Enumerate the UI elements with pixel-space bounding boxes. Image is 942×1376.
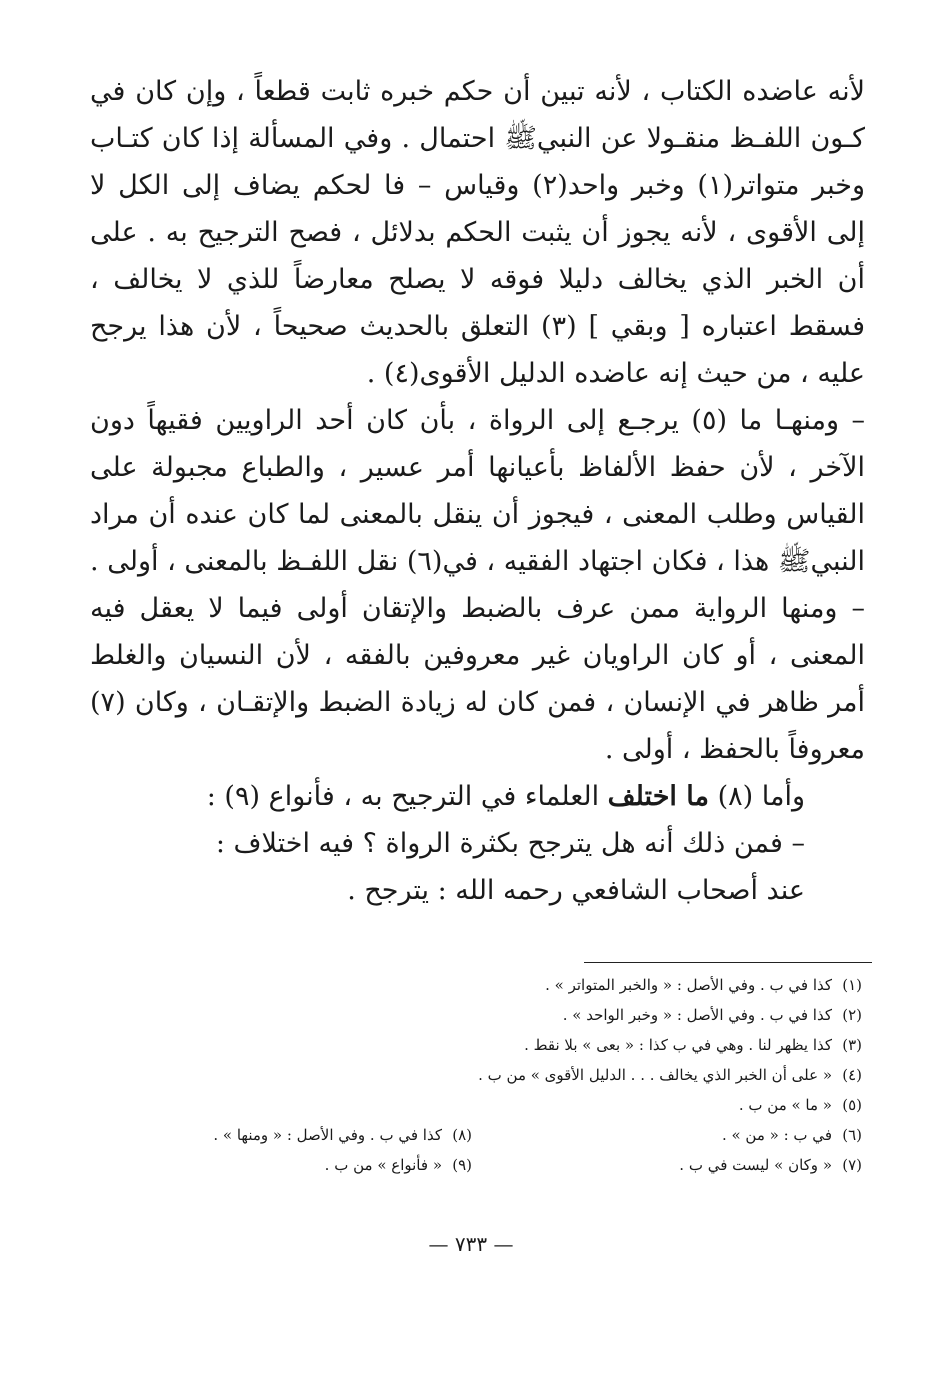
footnote-entry: [524, 1030, 862, 1060]
footnote-column-left: [82, 1150, 472, 1180]
footnote-text: « على أن الخبر الذي يخالف . . . الدليل الأقوى » من ب .: [478, 1066, 832, 1084]
footnote-entry: [325, 1156, 472, 1174]
paragraph-4: [90, 773, 865, 820]
footnote-entry: [545, 970, 862, 1000]
footnote-text: « ما » من ب .: [738, 1096, 832, 1114]
footnote: [82, 1090, 862, 1120]
footnotes: [82, 970, 862, 1180]
footnote-number: (٥): [842, 1096, 862, 1114]
footnote: [82, 970, 862, 1000]
paragraph-3: – ومنها الرواية ممن عرف بالضبط والإتقان أولى فيما لا يعقل فيه المعنى ، أو كان الراويان غير معروفين بالفقه ، لأن النسيان والغلط أمر ظاهر في الإنسان ، فمن كان له زيادة الضبط والإتقـان ، وكان (٧) معروفاً بالحفظ ، أولى .: [90, 593, 865, 765]
footnote-entry: [722, 1126, 862, 1144]
paragraph-4-rest: العلماء في الترجيح به ، فأنواع (٩) :: [206, 781, 608, 812]
footnote: [82, 1000, 862, 1030]
footnote-entry: [739, 1090, 862, 1120]
footnote-separator: [584, 962, 872, 963]
footnote-number: (٧): [842, 1156, 862, 1174]
footnote-column-right: [472, 1150, 862, 1180]
footnote-number: (٩): [452, 1156, 472, 1174]
paragraph-2: – ومنهـا ما (٥) يرجـع إلى الرواة ، بأن كان أحد الراويين فقيهاً دون الآخر ، لأن حفظ الألفاظ بأعيانها أمر عسير ، والطباع مجبولة على القياس وطلب المعنى ، فيجوز أن ينقل بالمعنى لما كان عنده أن مراد النبيﷺ هذا ، فكان اجتهاد الفقيه ، في(٦) نقل اللفـظ بالمعنى ، أولى .: [90, 405, 866, 577]
footnote-text: « فأنواع » من ب .: [324, 1156, 442, 1174]
footnote: [82, 1030, 862, 1060]
footnote-number: (١): [842, 976, 862, 994]
footnote-entry: [563, 1000, 862, 1030]
footnote-number: (٤): [842, 1066, 862, 1084]
footnote-split-list: [82, 1120, 862, 1180]
paragraph-4-lead: وأما (٨): [709, 781, 805, 812]
footnote-entry: [478, 1060, 862, 1090]
footnote-number: (٢): [842, 1006, 862, 1024]
footnote-text: كذا يظهر لنا . وهي في ب كذا : « بعى » بلا نقط .: [524, 1036, 832, 1054]
footnote-text: في ب : « من » .: [721, 1126, 832, 1144]
footnote-text: « وكان » ليست في ب .: [679, 1156, 832, 1174]
page-number: — ٧٣٣ —: [428, 1232, 514, 1256]
main-text: [90, 68, 865, 914]
footnote-number: (٦): [842, 1126, 862, 1144]
footnote-text: كذا في ب . وفي الأصل : « والخبر المتواتر » .: [545, 976, 832, 994]
paragraph-5: – فمن ذلك أنه هل يترجح بكثرة الرواة ؟ فيه اختلاف :: [215, 828, 805, 859]
footnote-pair: [82, 1150, 862, 1180]
footnote-pair: [82, 1120, 862, 1150]
footnote-number: (٣): [842, 1036, 862, 1054]
footnote-column-left: [82, 1120, 472, 1150]
paragraph-6: عند أصحاب الشافعي رحمه الله : يترجح .: [347, 875, 805, 906]
paragraph-1: لأنه عاضده الكتاب ، لأنه تبين أن حكم خبره ثابت قطعاً ، وإن كان في كـون اللفـظ منقـولا عن النبيﷺ احتمال . وفي المسألة إذا كان كتـاب وخبر متواتر(١) وخبر واحد(٢) وقياس – فا لحكم يضاف إلى الكل لا إلى الأقوى ، لأنه يجوز أن يثبت الحكم بدلائل ، فصح الترجيح به . على أن الخبر الذي يخالف دليلا فوقه لا يصلح معارضاً للذي لا يخالف ، فسقط اعتباره [ وبقي ] (٣) التعلق بالحديث صحيحاً ، لأن هذا يرجح عليه ، من حيث إنه عاضده الدليل الأقوى(٤) .: [90, 76, 865, 389]
paragraph-4-keyword: ما اختلف: [607, 781, 709, 812]
footnote-entry: [213, 1126, 472, 1144]
footnote: [82, 1060, 862, 1090]
footnote-column-right: [472, 1120, 862, 1150]
footnote-entry: [679, 1156, 862, 1174]
footnote-text: كذا في ب . وفي الأصل : « ومنها » .: [213, 1126, 442, 1144]
footnote-number: (٨): [452, 1126, 472, 1144]
footnote-list: [82, 970, 862, 1120]
footnote-text: كذا في ب . وفي الأصل : « وخبر الواحد » .: [562, 1006, 832, 1024]
